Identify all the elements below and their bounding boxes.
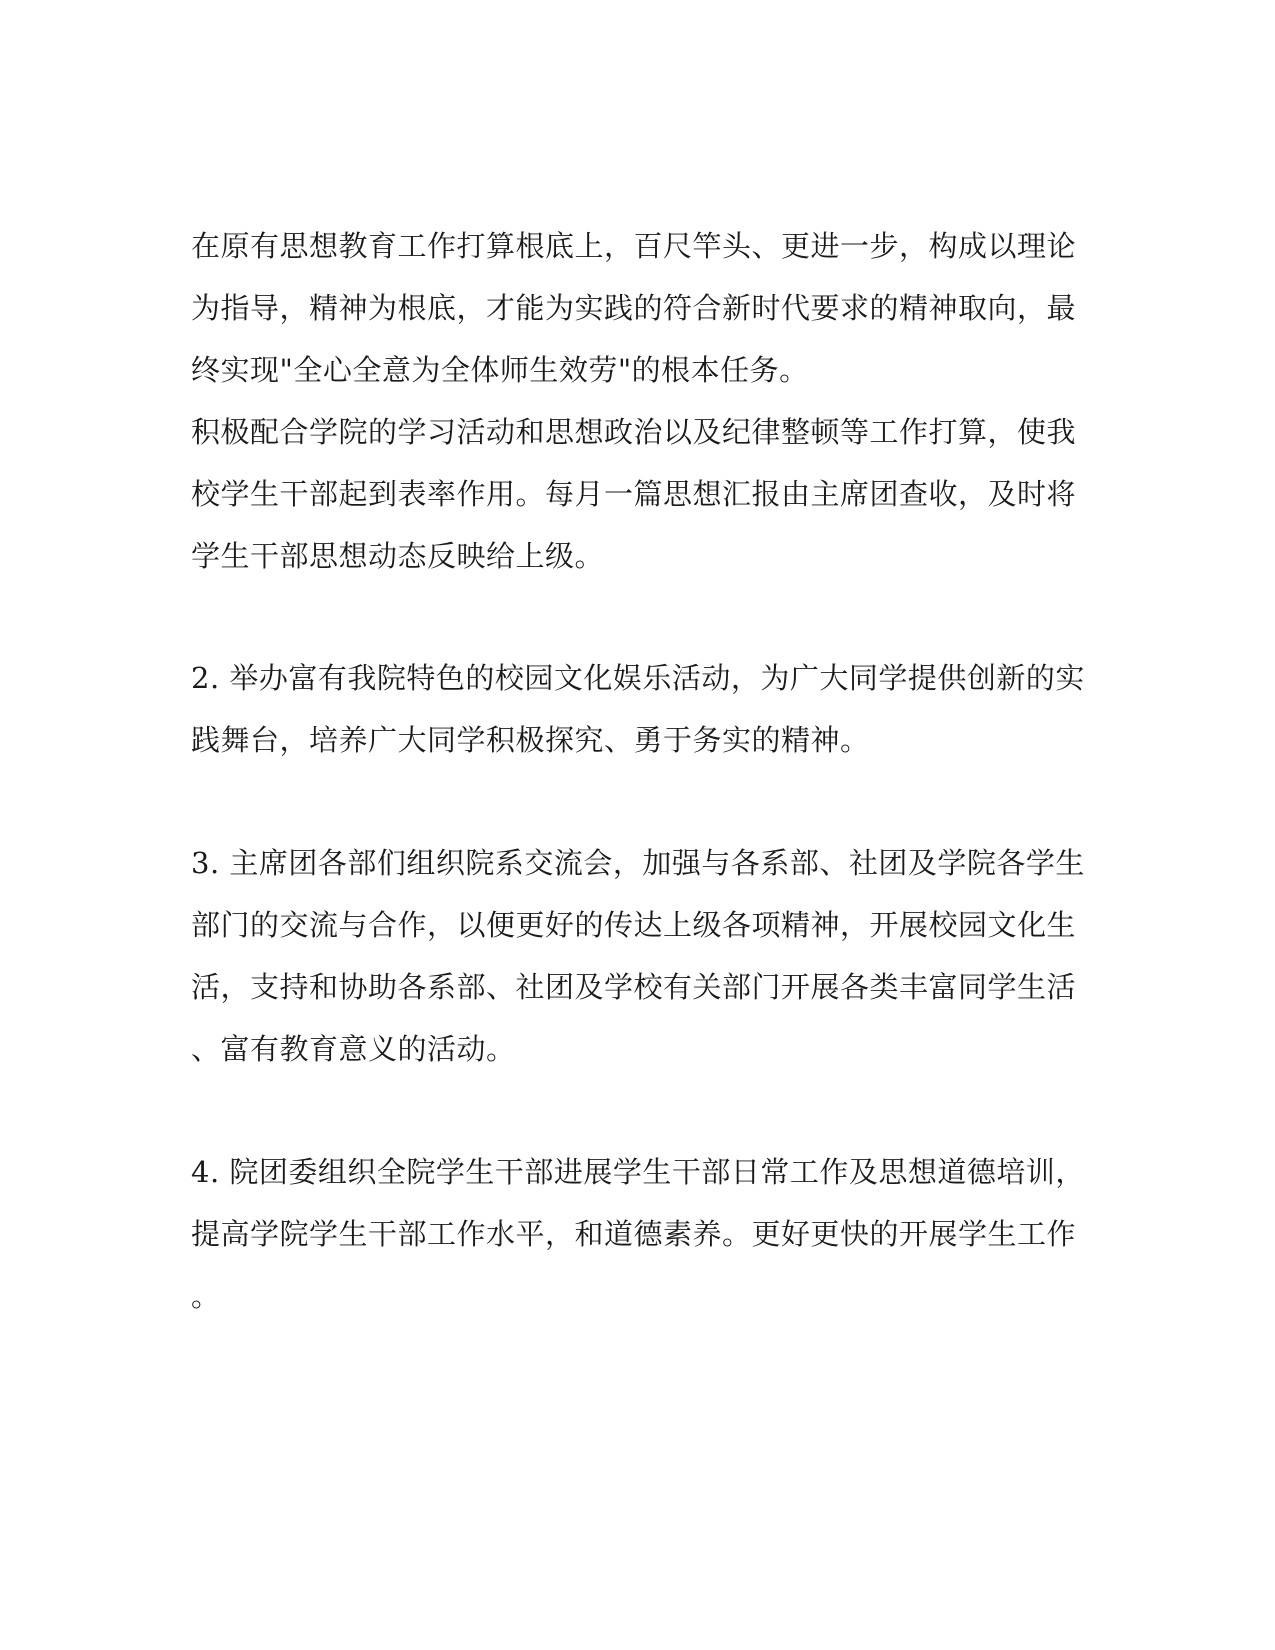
text-line: 。 xyxy=(191,1279,221,1313)
text-line: 部门的交流与合作，以便更好的传达上级各项精神，开展校园文化生 xyxy=(191,908,1077,942)
text-line: 校学生干部起到表率作用。每月一篇思想汇报由主席团查收，及时将 xyxy=(191,477,1077,511)
text-line: 终实现"全心全意为全体师生效劳"的根本任务。 xyxy=(191,353,809,387)
text-line: 践舞台，培养广大同学积极探究、勇于务实的精神。 xyxy=(191,723,870,757)
text-line: 、富有教育意义的活动。 xyxy=(191,1032,516,1066)
text-line: 学生干部思想动态反映给上级。 xyxy=(191,539,605,573)
text-line: 提高学院学生干部工作水平，和道德素养。更好更快的开展学生工作 xyxy=(191,1217,1077,1251)
text-line: 为指导，精神为根底，才能为实践的符合新时代要求的精神取向，最 xyxy=(191,291,1077,325)
text-line: 2. 举办富有我院特色的校园文化娱乐活动，为广大同学提供创新的实 xyxy=(191,661,1085,695)
text-line: 在原有思想教育工作打算根底上，百尺竿头、更进一步，构成以理论 xyxy=(191,229,1077,263)
text-line: 活，支持和协助各系部、社团及学校有关部门开展各类丰富同学生活 xyxy=(191,970,1077,1004)
text-line: 4. 院团委组织全院学生干部进展学生干部日常工作及思想道德培训， xyxy=(191,1155,1085,1189)
text-line: 3. 主席团各部们组织院系交流会，加强与各系部、社团及学院各学生 xyxy=(191,846,1085,880)
text-line: 积极配合学院的学习活动和思想政治以及纪律整顿等工作打算，使我 xyxy=(191,415,1077,449)
